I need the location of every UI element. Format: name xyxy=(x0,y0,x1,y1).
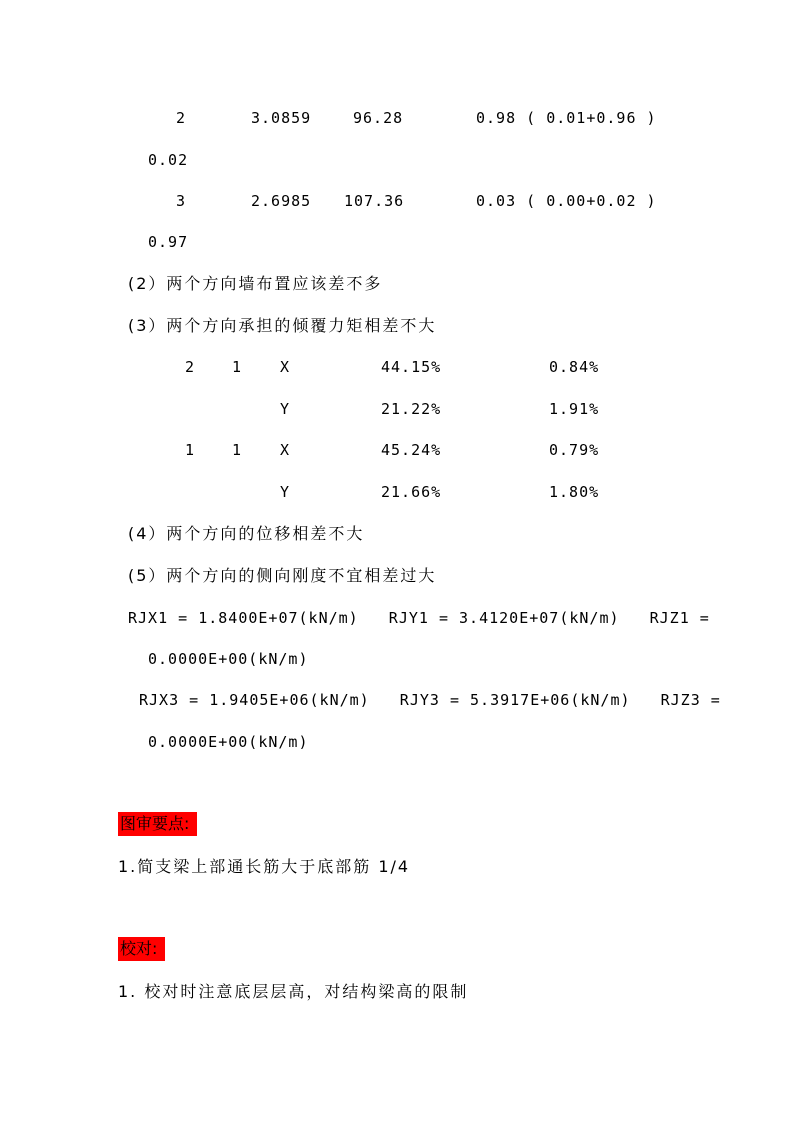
moment-floor: 2 xyxy=(185,358,196,376)
mode-angle: 107.36 xyxy=(344,192,405,210)
stiffness-line-cont: 0.0000E+00(kN/m) xyxy=(148,650,309,668)
moment-ratio-2: 1.80% xyxy=(549,483,600,501)
moment-floor: 1 xyxy=(185,441,196,459)
moment-ratio-2: 1.91% xyxy=(549,400,600,418)
moment-ratio: 44.15% xyxy=(381,358,442,376)
mode-angle: 96.28 xyxy=(353,109,404,127)
moment-ratio-2: 0.84% xyxy=(549,358,600,376)
stiffness-line: RJX1 = 1.8400E+07(kN/m) RJY1 = 3.4120E+07(kN/m) RJZ1 = xyxy=(128,609,710,627)
point-4-text: (4）两个方向的位移相差不大 xyxy=(128,524,365,543)
moment-ratio: 45.24% xyxy=(381,441,442,459)
moment-direction: X xyxy=(280,441,291,459)
moment-ratio: 21.66% xyxy=(381,483,442,501)
stiffness-line: RJX3 = 1.9405E+06(kN/m) RJY3 = 5.3917E+06(kN/m) RJZ3 = xyxy=(139,691,721,709)
mode-torsion: 0.97 xyxy=(148,233,189,251)
review-heading: 图审要点: xyxy=(118,812,197,836)
moment-direction: Y xyxy=(280,400,291,418)
stiffness-line-cont: 0.0000E+00(kN/m) xyxy=(148,733,309,751)
moment-ratio: 21.22% xyxy=(381,400,442,418)
mode-number: 3 xyxy=(176,192,187,210)
moment-direction: Y xyxy=(280,483,291,501)
point-3-text: (3）两个方向承担的倾覆力矩相差不大 xyxy=(128,316,437,335)
point-5-text: (5）两个方向的侧向刚度不宜相差过大 xyxy=(128,566,437,585)
point-2-text: (2）两个方向墙布置应该差不多 xyxy=(128,274,383,293)
mode-coefficient: 0.03 ( 0.00+0.02 ) xyxy=(476,192,657,210)
check-heading: 校对: xyxy=(118,937,165,961)
moment-tower: 1 xyxy=(232,441,243,459)
mode-period: 3.0859 xyxy=(251,109,312,127)
moment-ratio-2: 0.79% xyxy=(549,441,600,459)
mode-number: 2 xyxy=(176,109,187,127)
review-item: 1.简支梁上部通长筋大于底部筋 1/4 xyxy=(118,857,411,876)
moment-tower: 1 xyxy=(232,358,243,376)
mode-period: 2.6985 xyxy=(251,192,312,210)
mode-torsion: 0.02 xyxy=(148,151,189,169)
check-item: 1. 校对时注意底层层高，对结构梁高的限制 xyxy=(118,982,469,1001)
moment-direction: X xyxy=(280,358,291,376)
mode-coefficient: 0.98 ( 0.01+0.96 ) xyxy=(476,109,657,127)
